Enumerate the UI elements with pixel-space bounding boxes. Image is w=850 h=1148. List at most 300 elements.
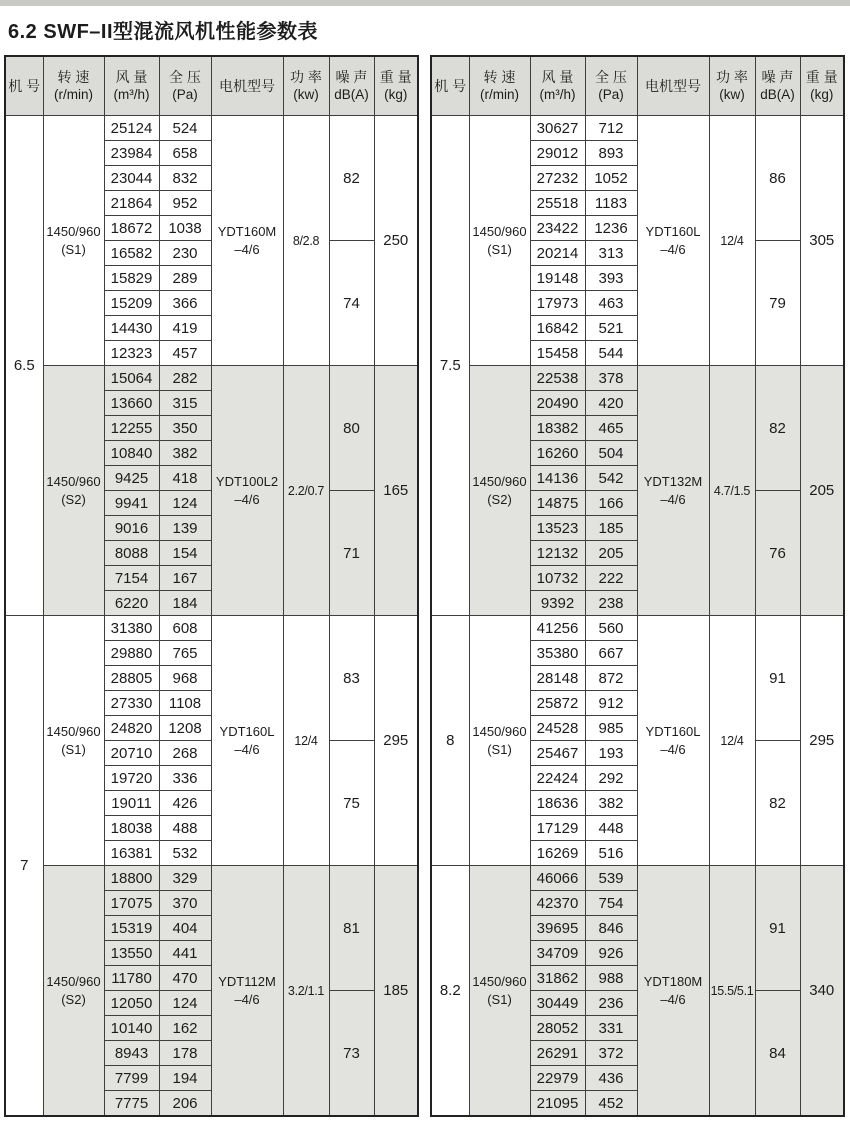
airflow-cell: 28148 <box>530 666 585 691</box>
pressure-cell: 765 <box>159 641 211 666</box>
airflow-cell: 23422 <box>530 216 585 241</box>
pressure-cell: 1236 <box>585 216 637 241</box>
weight-cell: 205 <box>800 366 844 616</box>
table-header-cell <box>283 56 329 116</box>
header-unit: (Pa) <box>172 87 198 103</box>
performance-table-right <box>430 55 845 1117</box>
airflow-cell: 15458 <box>530 341 585 366</box>
pressure-cell: 1208 <box>159 716 211 741</box>
table-header-cell <box>530 56 585 116</box>
pressure-cell: 926 <box>585 941 637 966</box>
pressure-cell: 893 <box>585 141 637 166</box>
power-cell: 8/2.8 <box>283 116 329 366</box>
weight-cell: 165 <box>374 366 418 616</box>
power-cell: 15.5/5.1 <box>709 866 755 1117</box>
header-unit: (m³/h) <box>539 87 576 103</box>
table-header-cell <box>104 56 159 116</box>
table-row <box>5 366 418 391</box>
speed-cell-line1: 1450/960 <box>46 723 101 739</box>
speed-cell-line1: 1450/960 <box>472 973 527 989</box>
airflow-cell: 35380 <box>530 641 585 666</box>
airflow-cell: 18636 <box>530 791 585 816</box>
speed-cell-line2: (S2) <box>487 491 512 507</box>
pressure-cell: 912 <box>585 691 637 716</box>
airflow-cell: 25872 <box>530 691 585 716</box>
airflow-cell: 34709 <box>530 941 585 966</box>
weight-cell: 295 <box>374 616 418 866</box>
pressure-cell: 313 <box>585 241 637 266</box>
pressure-cell: 315 <box>159 391 211 416</box>
header-row <box>5 56 418 116</box>
speed-cell <box>43 616 104 866</box>
pressure-cell: 1108 <box>159 691 211 716</box>
power-cell: 4.7/1.5 <box>709 366 755 616</box>
pressure-cell: 154 <box>159 541 211 566</box>
pressure-cell: 846 <box>585 916 637 941</box>
airflow-cell: 21864 <box>104 191 159 216</box>
header-unit: dB(A) <box>760 87 795 103</box>
header-label: 功 率 <box>716 69 748 86</box>
airflow-cell: 41256 <box>530 616 585 641</box>
table-header-cell <box>159 56 211 116</box>
airflow-cell: 13550 <box>104 941 159 966</box>
airflow-cell: 9425 <box>104 466 159 491</box>
table-header-cell <box>800 56 844 116</box>
speed-cell <box>469 366 530 616</box>
header-label: 转 速 <box>483 69 516 86</box>
machine-no-cell: 8 <box>431 616 469 866</box>
pressure-cell: 205 <box>585 541 637 566</box>
airflow-cell: 12323 <box>104 341 159 366</box>
table-row <box>431 116 844 141</box>
header-unit: (kg) <box>384 87 408 103</box>
pressure-cell: 418 <box>159 466 211 491</box>
power-cell: 3.2/1.1 <box>283 866 329 1117</box>
pressure-cell: 393 <box>585 266 637 291</box>
noise-lower-cell: 71 <box>329 491 374 616</box>
weight-cell: 250 <box>374 116 418 366</box>
airflow-cell: 17075 <box>104 891 159 916</box>
power-cell: 12/4 <box>709 116 755 366</box>
speed-cell-line2: (S2) <box>61 991 86 1007</box>
noise-upper-cell: 83 <box>329 616 374 741</box>
motor-cell <box>211 616 283 866</box>
header-label: 电机型号 <box>219 77 275 94</box>
table-header-cell <box>211 56 283 116</box>
airflow-cell: 23044 <box>104 166 159 191</box>
speed-cell <box>43 116 104 366</box>
table-header-cell <box>469 56 530 116</box>
pressure-cell: 1052 <box>585 166 637 191</box>
airflow-cell: 42370 <box>530 891 585 916</box>
pressure-cell: 282 <box>159 366 211 391</box>
airflow-cell: 10732 <box>530 566 585 591</box>
noise-lower-cell: 79 <box>755 241 800 366</box>
airflow-cell: 25467 <box>530 741 585 766</box>
airflow-cell: 10140 <box>104 1016 159 1041</box>
airflow-cell: 28805 <box>104 666 159 691</box>
pressure-cell: 230 <box>159 241 211 266</box>
table-header-cell <box>329 56 374 116</box>
noise-lower-cell: 73 <box>329 991 374 1117</box>
airflow-cell: 18800 <box>104 866 159 891</box>
airflow-cell: 18038 <box>104 816 159 841</box>
motor-cell <box>637 616 709 866</box>
motor-cell-line1: YDT160L <box>645 223 701 239</box>
speed-cell-line1: 1450/960 <box>46 473 101 489</box>
airflow-cell: 23984 <box>104 141 159 166</box>
pressure-cell: 539 <box>585 866 637 891</box>
airflow-cell: 29012 <box>530 141 585 166</box>
table-header-cell <box>43 56 104 116</box>
pressure-cell: 420 <box>585 391 637 416</box>
motor-cell-line2: –4/6 <box>660 491 686 507</box>
airflow-cell: 29880 <box>104 641 159 666</box>
header-label: 全 压 <box>169 69 201 86</box>
motor-cell-line2: –4/6 <box>660 241 686 257</box>
motor-cell-line2: –4/6 <box>660 741 686 757</box>
table-header-cell <box>637 56 709 116</box>
airflow-cell: 24820 <box>104 716 159 741</box>
pressure-cell: 1183 <box>585 191 637 216</box>
top-edge-strip <box>0 0 850 6</box>
speed-cell-line1: 1450/960 <box>472 473 527 489</box>
airflow-cell: 15319 <box>104 916 159 941</box>
power-cell: 12/4 <box>283 616 329 866</box>
airflow-cell: 11780 <box>104 966 159 991</box>
airflow-cell: 25124 <box>104 116 159 141</box>
pressure-cell: 465 <box>585 416 637 441</box>
pressure-cell: 608 <box>159 616 211 641</box>
pressure-cell: 289 <box>159 266 211 291</box>
pressure-cell: 184 <box>159 591 211 616</box>
speed-cell <box>43 366 104 616</box>
pressure-cell: 336 <box>159 766 211 791</box>
pressure-cell: 193 <box>585 741 637 766</box>
pressure-cell: 521 <box>585 316 637 341</box>
airflow-cell: 7154 <box>104 566 159 591</box>
speed-cell-line2: (S1) <box>487 241 512 257</box>
airflow-cell: 14875 <box>530 491 585 516</box>
machine-no-cell: 8.2 <box>431 866 469 1117</box>
airflow-cell: 22424 <box>530 766 585 791</box>
pressure-cell: 185 <box>585 516 637 541</box>
airflow-cell: 7799 <box>104 1066 159 1091</box>
airflow-cell: 8943 <box>104 1041 159 1066</box>
page-title: 6.2 SWF–II型混流风机性能参数表 <box>8 21 319 43</box>
airflow-cell: 22538 <box>530 366 585 391</box>
speed-cell-line2: (S1) <box>487 991 512 1007</box>
airflow-cell: 17973 <box>530 291 585 316</box>
airflow-cell: 18672 <box>104 216 159 241</box>
airflow-cell: 15209 <box>104 291 159 316</box>
pressure-cell: 504 <box>585 441 637 466</box>
noise-upper-cell: 80 <box>329 366 374 491</box>
airflow-cell: 9941 <box>104 491 159 516</box>
speed-cell-line2: (S2) <box>61 491 86 507</box>
table-header-cell <box>374 56 418 116</box>
pressure-cell: 222 <box>585 566 637 591</box>
pressure-cell: 236 <box>585 991 637 1016</box>
pressure-cell: 658 <box>159 141 211 166</box>
pressure-cell: 667 <box>585 641 637 666</box>
noise-lower-cell: 82 <box>755 741 800 866</box>
header-unit: (kw) <box>293 87 319 103</box>
motor-cell-line2: –4/6 <box>234 491 260 507</box>
airflow-cell: 12255 <box>104 416 159 441</box>
pressure-cell: 542 <box>585 466 637 491</box>
pressure-cell: 832 <box>159 166 211 191</box>
tables-container <box>0 55 850 1117</box>
speed-cell <box>469 866 530 1117</box>
weight-cell: 340 <box>800 866 844 1117</box>
pressure-cell: 426 <box>159 791 211 816</box>
motor-cell-line2: –4/6 <box>234 241 260 257</box>
speed-cell <box>469 616 530 866</box>
power-cell: 2.2/0.7 <box>283 366 329 616</box>
header-label: 噪 声 <box>335 69 368 86</box>
speed-cell-line1: 1450/960 <box>472 223 527 239</box>
airflow-cell: 10840 <box>104 441 159 466</box>
pressure-cell: 350 <box>159 416 211 441</box>
pressure-cell: 124 <box>159 491 211 516</box>
header-label: 全 压 <box>595 69 627 86</box>
performance-table-left <box>4 55 419 1117</box>
motor-cell-line1: YDT160M <box>217 223 277 239</box>
airflow-cell: 9392 <box>530 591 585 616</box>
airflow-cell: 28052 <box>530 1016 585 1041</box>
pressure-cell: 370 <box>159 891 211 916</box>
machine-no-cell: 7.5 <box>431 116 469 616</box>
pressure-cell: 448 <box>585 816 637 841</box>
header-label: 重 量 <box>379 69 412 86</box>
motor-cell <box>211 116 283 366</box>
header-unit: (m³/h) <box>113 87 150 103</box>
pressure-cell: 988 <box>585 966 637 991</box>
pressure-cell: 382 <box>159 441 211 466</box>
pressure-cell: 452 <box>585 1091 637 1117</box>
weight-cell: 305 <box>800 116 844 366</box>
airflow-cell: 21095 <box>530 1091 585 1117</box>
speed-cell-line2: (S1) <box>487 741 512 757</box>
airflow-cell: 6220 <box>104 591 159 616</box>
header-unit: dB(A) <box>334 87 369 103</box>
motor-cell-line1: YDT100L2 <box>215 473 279 489</box>
pressure-cell: 712 <box>585 116 637 141</box>
airflow-cell: 16260 <box>530 441 585 466</box>
power-cell: 12/4 <box>709 616 755 866</box>
airflow-cell: 25518 <box>530 191 585 216</box>
speed-cell-line2: (S1) <box>61 741 86 757</box>
pressure-cell: 178 <box>159 1041 211 1066</box>
pressure-cell: 329 <box>159 866 211 891</box>
pressure-cell: 524 <box>159 116 211 141</box>
airflow-cell: 15829 <box>104 266 159 291</box>
pressure-cell: 139 <box>159 516 211 541</box>
motor-cell <box>637 116 709 366</box>
header-unit: (kg) <box>810 87 834 103</box>
airflow-cell: 16381 <box>104 841 159 866</box>
airflow-cell: 15064 <box>104 366 159 391</box>
motor-cell-line1: YDT160L <box>219 723 275 739</box>
speed-cell-line1: 1450/960 <box>46 973 101 989</box>
airflow-cell: 24528 <box>530 716 585 741</box>
table-row <box>5 116 418 141</box>
pressure-cell: 268 <box>159 741 211 766</box>
speed-cell <box>469 116 530 366</box>
airflow-cell: 14430 <box>104 316 159 341</box>
airflow-cell: 14136 <box>530 466 585 491</box>
header-unit: (r/min) <box>54 87 93 103</box>
airflow-cell: 46066 <box>530 866 585 891</box>
airflow-cell: 17129 <box>530 816 585 841</box>
speed-cell-line1: 1450/960 <box>472 723 527 739</box>
airflow-cell: 19720 <box>104 766 159 791</box>
airflow-cell: 19148 <box>530 266 585 291</box>
table-header-cell <box>431 56 469 116</box>
pressure-cell: 194 <box>159 1066 211 1091</box>
noise-upper-cell: 82 <box>329 116 374 241</box>
noise-lower-cell: 74 <box>329 241 374 366</box>
airflow-cell: 30627 <box>530 116 585 141</box>
header-label: 重 量 <box>805 69 838 86</box>
table-row <box>431 866 844 891</box>
motor-cell-line2: –4/6 <box>234 741 260 757</box>
pressure-cell: 378 <box>585 366 637 391</box>
pressure-cell: 470 <box>159 966 211 991</box>
airflow-cell: 19011 <box>104 791 159 816</box>
header-unit: (Pa) <box>598 87 624 103</box>
header-label: 风 量 <box>541 69 574 86</box>
airflow-cell: 12132 <box>530 541 585 566</box>
pressure-cell: 206 <box>159 1091 211 1117</box>
noise-lower-cell: 75 <box>329 741 374 866</box>
pressure-cell: 872 <box>585 666 637 691</box>
pressure-cell: 382 <box>585 791 637 816</box>
speed-cell <box>43 866 104 1117</box>
table-header-cell <box>585 56 637 116</box>
table-row <box>5 616 418 641</box>
pressure-cell: 162 <box>159 1016 211 1041</box>
pressure-cell: 366 <box>159 291 211 316</box>
pressure-cell: 124 <box>159 991 211 1016</box>
pressure-cell: 372 <box>585 1041 637 1066</box>
noise-upper-cell: 86 <box>755 116 800 241</box>
table-header-cell <box>755 56 800 116</box>
motor-cell-line2: –4/6 <box>234 991 260 1007</box>
pressure-cell: 238 <box>585 591 637 616</box>
pressure-cell: 457 <box>159 341 211 366</box>
pressure-cell: 436 <box>585 1066 637 1091</box>
pressure-cell: 544 <box>585 341 637 366</box>
pressure-cell: 331 <box>585 1016 637 1041</box>
pressure-cell: 952 <box>159 191 211 216</box>
pressure-cell: 404 <box>159 916 211 941</box>
table-row <box>5 866 418 891</box>
noise-upper-cell: 91 <box>755 616 800 741</box>
speed-cell-line2: (S1) <box>61 241 86 257</box>
airflow-cell: 12050 <box>104 991 159 1016</box>
table-header-cell <box>709 56 755 116</box>
header-row <box>431 56 844 116</box>
header-label: 风 量 <box>115 69 148 86</box>
pressure-cell: 441 <box>159 941 211 966</box>
header-label: 机 号 <box>434 77 467 94</box>
airflow-cell: 27330 <box>104 691 159 716</box>
motor-cell <box>637 866 709 1117</box>
airflow-cell: 16582 <box>104 241 159 266</box>
header-label: 转 速 <box>57 69 90 86</box>
header-label: 机 号 <box>8 77 41 94</box>
airflow-cell: 30449 <box>530 991 585 1016</box>
motor-cell-line1: YDT160L <box>645 723 701 739</box>
airflow-cell: 9016 <box>104 516 159 541</box>
motor-cell <box>211 366 283 616</box>
airflow-cell: 13660 <box>104 391 159 416</box>
airflow-cell: 7775 <box>104 1091 159 1117</box>
pressure-cell: 463 <box>585 291 637 316</box>
noise-upper-cell: 82 <box>755 366 800 491</box>
pressure-cell: 292 <box>585 766 637 791</box>
airflow-cell: 20214 <box>530 241 585 266</box>
motor-cell <box>211 866 283 1117</box>
airflow-cell: 26291 <box>530 1041 585 1066</box>
speed-cell-line1: 1450/960 <box>46 223 101 239</box>
weight-cell: 185 <box>374 866 418 1117</box>
header-label: 功 率 <box>290 69 322 86</box>
airflow-cell: 8088 <box>104 541 159 566</box>
airflow-cell: 31862 <box>530 966 585 991</box>
pressure-cell: 166 <box>585 491 637 516</box>
pressure-cell: 985 <box>585 716 637 741</box>
airflow-cell: 31380 <box>104 616 159 641</box>
airflow-cell: 16269 <box>530 841 585 866</box>
noise-lower-cell: 84 <box>755 991 800 1117</box>
motor-cell-line1: YDT132M <box>643 473 703 489</box>
header-unit: (kw) <box>719 87 745 103</box>
table-row <box>431 366 844 391</box>
machine-no-cell: 6.5 <box>5 116 43 616</box>
pressure-cell: 754 <box>585 891 637 916</box>
noise-lower-cell: 76 <box>755 491 800 616</box>
pressure-cell: 1038 <box>159 216 211 241</box>
noise-upper-cell: 91 <box>755 866 800 991</box>
pressure-cell: 488 <box>159 816 211 841</box>
machine-no-cell: 7 <box>5 616 43 1117</box>
motor-cell-line1: YDT180M <box>643 973 703 989</box>
pressure-cell: 167 <box>159 566 211 591</box>
header-label: 电机型号 <box>645 77 701 94</box>
airflow-cell: 20710 <box>104 741 159 766</box>
pressure-cell: 419 <box>159 316 211 341</box>
airflow-cell: 27232 <box>530 166 585 191</box>
airflow-cell: 20490 <box>530 391 585 416</box>
header-unit: (r/min) <box>480 87 519 103</box>
pressure-cell: 968 <box>159 666 211 691</box>
pressure-cell: 532 <box>159 841 211 866</box>
airflow-cell: 18382 <box>530 416 585 441</box>
airflow-cell: 39695 <box>530 916 585 941</box>
airflow-cell: 16842 <box>530 316 585 341</box>
airflow-cell: 22979 <box>530 1066 585 1091</box>
motor-cell-line2: –4/6 <box>660 991 686 1007</box>
motor-cell <box>637 366 709 616</box>
noise-upper-cell: 81 <box>329 866 374 991</box>
motor-cell-line1: YDT112M <box>218 973 276 989</box>
pressure-cell: 516 <box>585 841 637 866</box>
airflow-cell: 13523 <box>530 516 585 541</box>
header-label: 噪 声 <box>761 69 794 86</box>
